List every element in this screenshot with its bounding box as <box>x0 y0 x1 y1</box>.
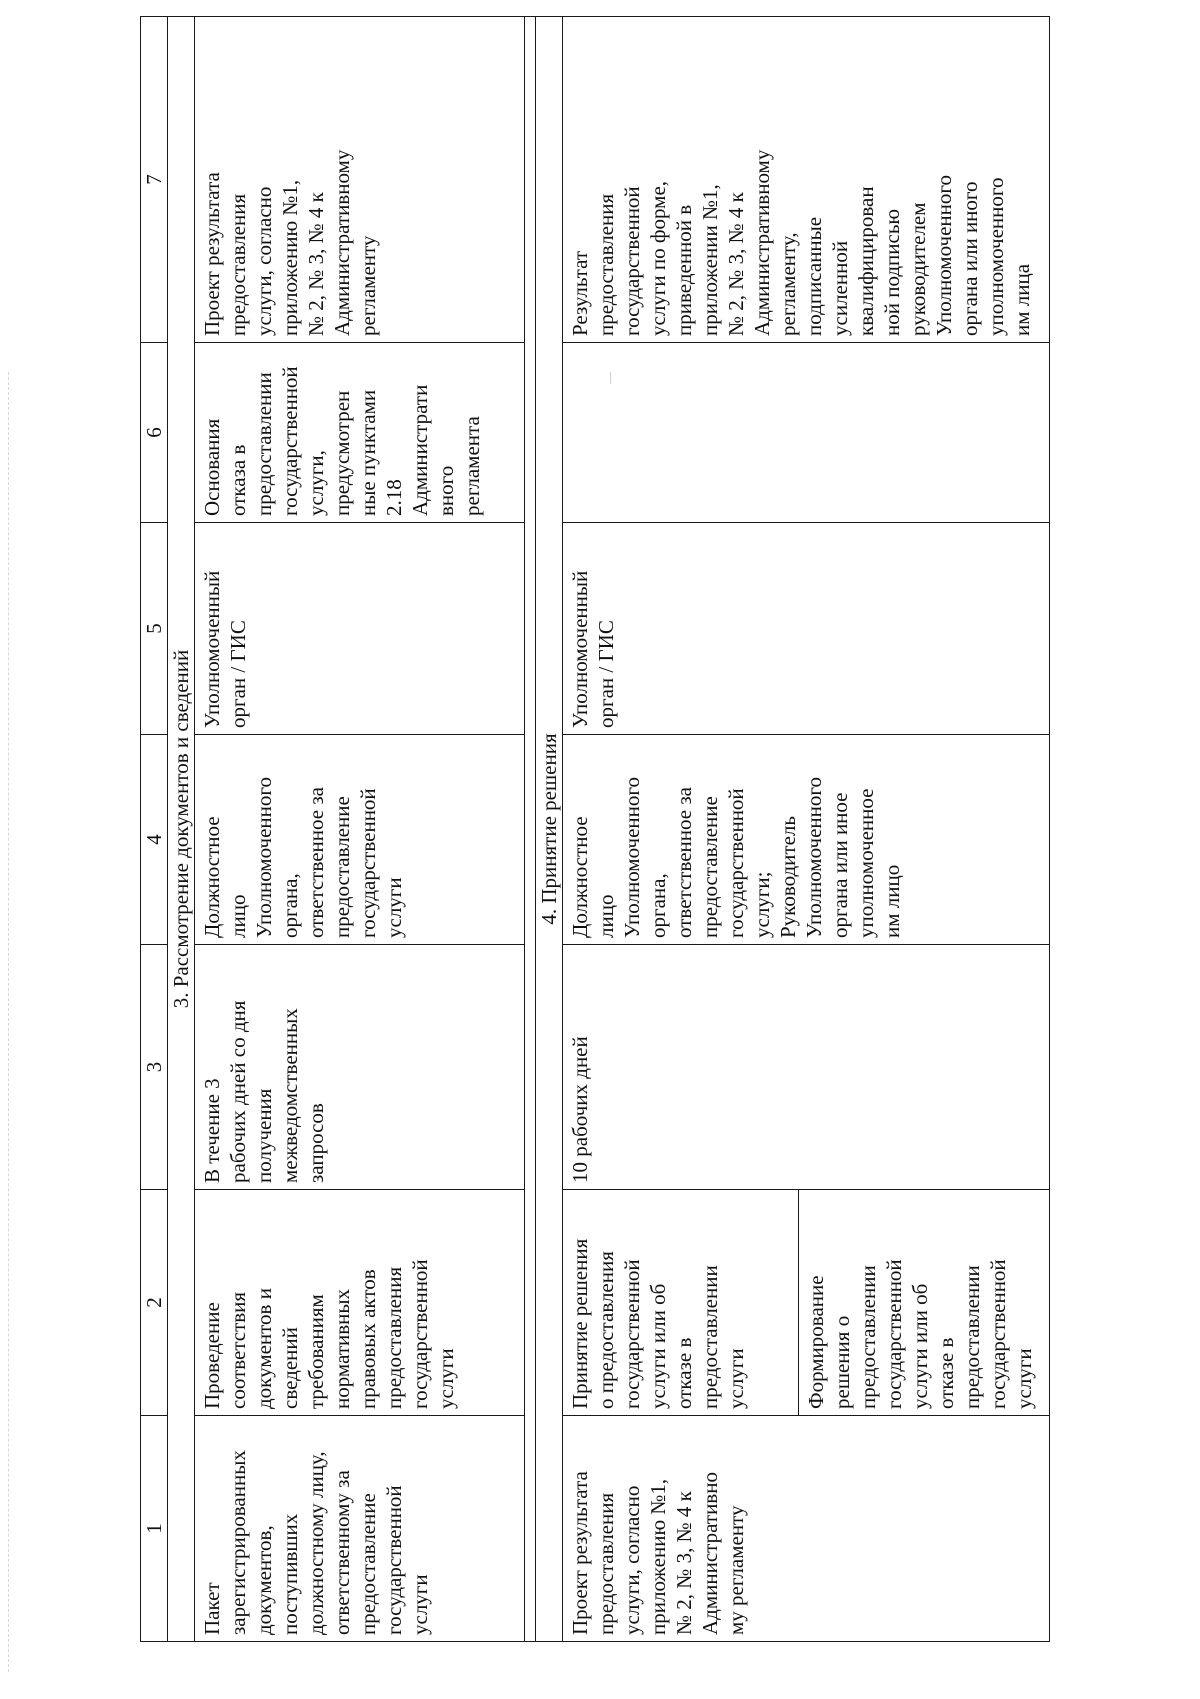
cell-place: Уполномоченный орган / ГИС <box>563 523 1050 735</box>
section-heading-row <box>168 17 195 1642</box>
column-number-row <box>141 17 168 1642</box>
cell-result: Результат предоставления государственной услуги по форме, приведенной в приложении №1, № 2, № 3, № 4 к Административному регламенту, подписанные усиленной квалифицирован ной подписью руководителем Уполномоченного органа или иного уполномоченного им лица <box>563 17 1050 343</box>
section-title: 4. Принятие решения <box>536 17 563 1642</box>
procedure-table <box>140 16 1050 1642</box>
gap-cell <box>525 17 536 1642</box>
cell-input-documents: Пакет зарегистрированных документов, поступивших должностному лицу, ответственному за предоставление государственной услуги <box>195 1416 525 1642</box>
table-row <box>563 17 799 1642</box>
cell-action: Формирование решения о предоставлении государственной услуги или об отказе в предоставлении государственной услуги <box>799 1190 1050 1416</box>
column-number: 1 <box>141 1416 168 1642</box>
cell-responsible: Должностное лицо Уполномоченного органа, ответственное за предоставление государственной услуги; Руководитель Уполномоченного органа или иное уполномоченное им лицо <box>563 735 1050 945</box>
cell-criteria <box>563 343 1050 523</box>
cell-deadline: 10 рабочих дней <box>563 945 1050 1190</box>
table-gap-row <box>525 17 536 1642</box>
cell-place: Уполномоченный орган / ГИС <box>195 523 525 735</box>
section-heading-row <box>536 17 563 1642</box>
column-number: 7 <box>141 17 168 343</box>
section-title: 3. Рассмотрение документов и сведений <box>168 17 195 1642</box>
cell-action: Проведение соответствия документов и сведений требованиям нормативных правовых актов предоставления государственной услуги <box>195 1190 525 1416</box>
column-number: 6 <box>141 343 168 523</box>
cell-action: Принятие решения о предоставления государственной услуги или об отказе в предоставлении услуги <box>563 1190 799 1416</box>
cell-result: Проект результата предоставления услуги, согласно приложению №1, № 2, № 3, № 4 к Административному регламенту <box>195 17 525 343</box>
rotated-page <box>140 17 1050 1642</box>
column-number: 5 <box>141 523 168 735</box>
cell-deadline: В течение 3 рабочих дней со дня получения межведомственных запросов <box>195 945 525 1190</box>
column-number: 2 <box>141 1190 168 1416</box>
cell-criteria: Основания отказа в предоставлении государственной услуги, предусмотрен ные пунктами 2.18 Администрати вного регламента <box>195 343 525 523</box>
cell-input-documents: Проект результата предоставления услуги, согласно приложению №1, № 2, № 3, № 4 к Административно му регламенту <box>563 1416 1050 1642</box>
cell-responsible: Должностное лицо Уполномоченного органа, ответственное за предоставление государственной услуги <box>195 735 525 945</box>
column-number: 3 <box>141 945 168 1190</box>
column-number: 4 <box>141 735 168 945</box>
scan-artifact-line <box>8 372 9 1672</box>
table-row <box>195 17 525 1642</box>
